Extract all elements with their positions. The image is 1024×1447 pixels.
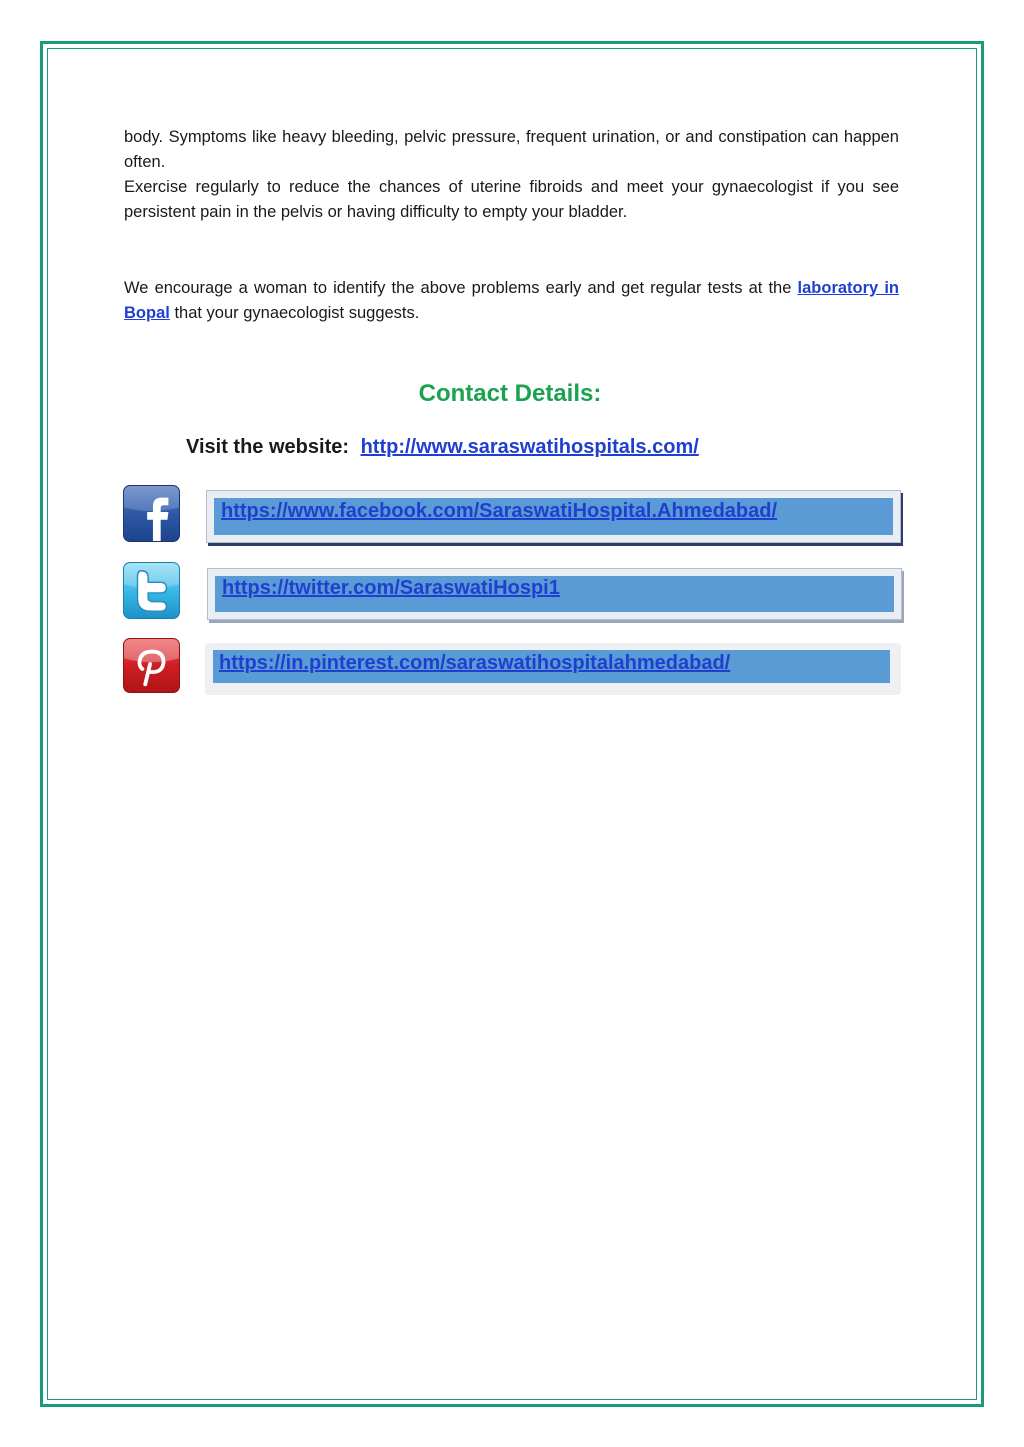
twitter-icon[interactable] xyxy=(123,562,180,619)
contact-heading: Contact Details: xyxy=(418,380,602,407)
website-link[interactable]: http://www.saraswatihospitals.com/ xyxy=(360,436,699,458)
twitter-link[interactable]: https://twitter.com/SaraswatiHospi1 xyxy=(222,577,560,599)
page-border xyxy=(40,41,984,1407)
visit-label: Visit the website: xyxy=(186,436,350,458)
facebook-link[interactable]: https://www.facebook.com/SaraswatiHospital.Ahmedabad/ xyxy=(221,500,778,522)
pinterest-link-box xyxy=(205,643,901,695)
twitter-link-box xyxy=(207,568,902,620)
laboratory-link[interactable]: laboratory in Bopal xyxy=(124,279,899,322)
paragraph-symptoms xyxy=(124,125,899,225)
pinterest-link[interactable]: https://in.pinterest.com/saraswatihospitalahmedabad/ xyxy=(219,652,731,674)
facebook-icon[interactable] xyxy=(123,485,180,542)
encourage-text-end: that your gynaecologist suggests. xyxy=(174,304,420,322)
visit-website-row xyxy=(186,436,699,459)
facebook-link-box xyxy=(206,490,901,543)
exercise-text: Exercise regularly to reduce the chances of uterine fibroids and meet your gynaecologist if you see persistent pain in the pelvis or having difficulty to empty your bladder. xyxy=(124,178,899,221)
symptoms-text: body. Symptoms like heavy bleeding, pelvic pressure, frequent urination, or and constipation can happen often. xyxy=(124,128,899,171)
encourage-text: We encourage a woman to identify the above problems early and get regular tests at the xyxy=(124,279,792,297)
page-border-inner xyxy=(47,48,977,1400)
paragraph-encourage xyxy=(124,276,899,326)
pinterest-icon[interactable] xyxy=(123,638,180,693)
